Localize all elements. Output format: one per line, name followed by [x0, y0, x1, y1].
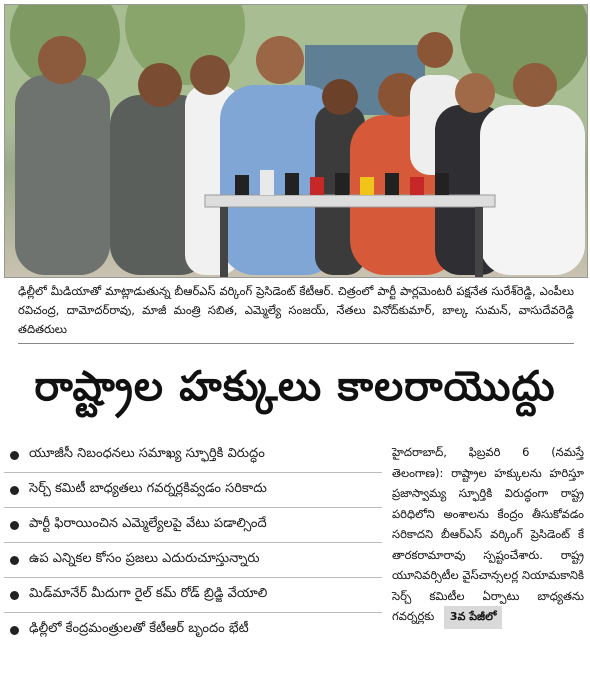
headline: రాష్ట్రాల హక్కులు కాలరాయొద్దు [34, 362, 556, 410]
list-item: పార్టీ ఫిరాయించిన ఎమ్మెల్యేలపై వేటు పడాల్సిందే [4, 508, 382, 543]
list-item: ఉప ఎన్నికల కోసం ప్రజలు ఎదురుచూస్తున్నారు [4, 543, 382, 578]
bullet-icon [10, 626, 19, 635]
bullet-icon [10, 591, 19, 600]
photo-caption: ఢిల్లీలో మీడియాతో మాట్లాడుతున్న బీఆర్ఎస్ వర్కింగ్ ప్రెసిడెంట్ కేటీఆర్. చిత్రంలో పార్టీ పార్లమెంటరీ పక్షనేత సురేశ్‌రెడ్డి, ఎంపీలు రవిచంద్ర, దామోదర్‌రావు, మాజీ మంత్రి సబిత, ఎమ్మెల్యే సంజయ్, నేతలు వినోద్‌కుమార్, బాల్క సుమన్, వాసుదేవరెడ్డి తదితరులు [18, 282, 574, 344]
bullet-icon [10, 451, 19, 460]
bullet-icon [10, 556, 19, 565]
article-body [392, 442, 584, 629]
article-text: హైదరాబాద్, ఫిబ్రవరి 6 (నమస్తే తెలంగాణ): రాష్ట్రాల హక్కులను హరిస్తూ ప్రజాస్వామ్య స్ఫూర్తికి విరుద్ధంగా రాష్ట్ర పరిధిలోని అంశాలను కేంద్రం తీసుకోవడం సరికాదని బీఆర్ఎస్ వర్కింగ్ ప్రెసిడెంట్ కే తారకరామారావు స్పష్టంచేశారు. రాష్ట్ర యూనివర్సిటీల వైస్‌చాన్సలర్ల నియామకానికి సెర్చ్ కమిటీల ఏర్పాటు బాధ్యతను గవర్నర్లకు [392, 445, 584, 623]
list-item: యూజీసీ నిబంధనలు సమాఖ్య స్ఫూర్తికి విరుద్ధం [4, 438, 382, 473]
highlights-list [4, 438, 382, 647]
news-photo [4, 4, 588, 278]
list-item: ఢిల్లీలో కేంద్రమంత్రులతో కేటీఆర్ బృందం భేటీ [4, 613, 382, 647]
continued-label: 3వ పేజీలో [444, 606, 503, 629]
bullet-icon [10, 486, 19, 495]
list-item: మిడ్‌మానేర్ మీదుగా రైల్ కమ్ రోడ్ బ్రిడ్జి వేయాలి [4, 578, 382, 613]
list-item: సెర్చ్ కమిటీ బాధ్యతలు గవర్నర్లకివ్వడం సరికాదు [4, 473, 382, 508]
bullet-icon [10, 521, 19, 530]
